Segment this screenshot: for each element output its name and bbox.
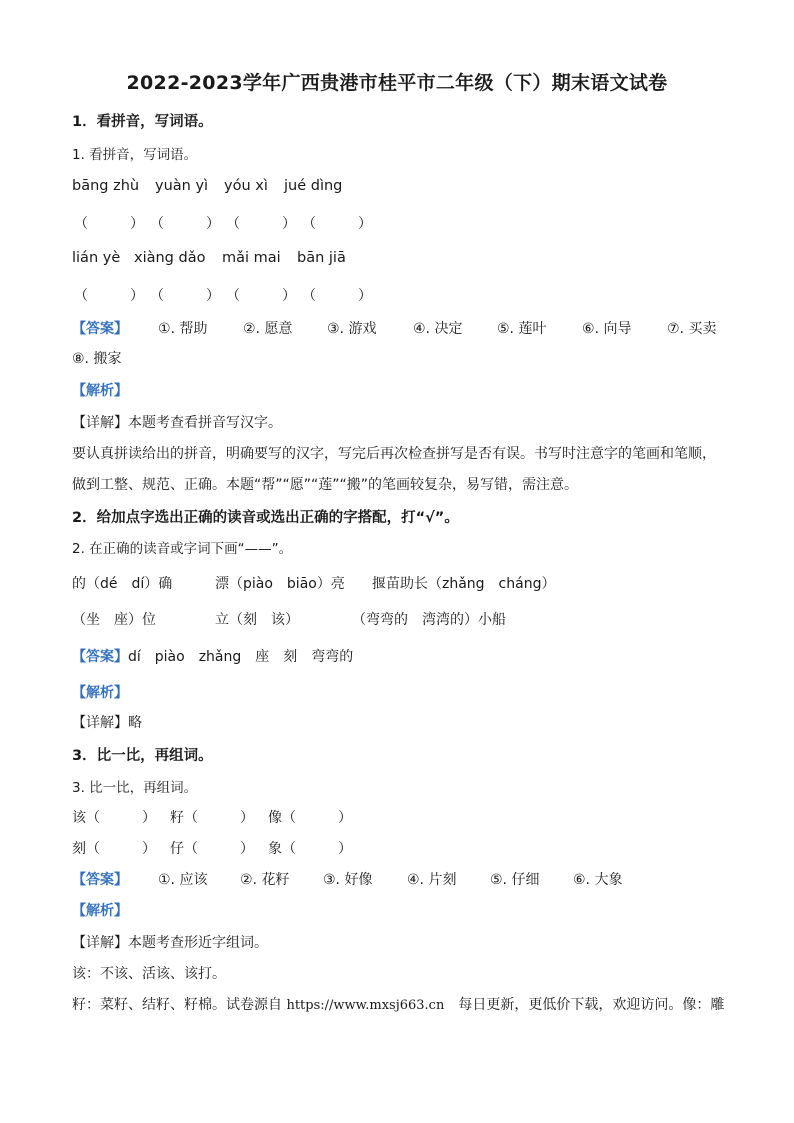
page-title: 2022-2023学年广西贵港市桂平市二年级（下）期末语文试卷 [126,72,668,94]
word-blank: 象（ ） [268,841,352,857]
choice-item: 立（刻 该） [215,612,299,628]
pinyin-item: mǎi mai [222,250,281,266]
answer-blank: （ ） [302,288,372,304]
answer-blank: （ ） [74,216,144,232]
answer-blank: （ ） [302,216,372,232]
answer-item: ⑤. 莲叶 [497,321,547,337]
answer-item: ④. 决定 [413,321,463,337]
pinyin-item: jué dìng [284,178,343,194]
detail-heading: 【详解】略 [72,715,142,731]
choice-item: 漂（piào biāo）亮 [215,576,345,592]
answer-item: ⑥. 向导 [582,321,632,337]
q2-heading: 2．给加点字选出正确的读音或选出正确的字搭配，打“√”。 [72,510,459,526]
word-blank: 刻（ ） [72,841,156,857]
answer-blank: （ ） [150,288,220,304]
choice-item: （弯弯的 湾湾的）小船 [352,612,506,628]
detail-text: 籽：菜籽、结籽、籽棉。试卷源自 [72,997,287,1013]
analysis-tag: 【解析】 [72,903,128,919]
word-blank: 该（ ） [72,810,156,826]
detail-line: 该：不该、活该、该打。 [72,966,226,982]
q1-heading: 1．看拼音，写词语。 [72,114,213,130]
answer-item: ③. 游戏 [327,321,377,337]
q1-subheading: 1. 看拼音，写词语。 [72,147,198,163]
answer-tag: 【答案】 [72,649,128,665]
answer-item: ①. 应该 [158,872,208,888]
answer-blank: （ ） [226,288,296,304]
answer-item: ⑥. 大象 [573,872,623,888]
answer-item: ④. 片刻 [407,872,457,888]
pinyin-item: bāng zhù [72,178,140,194]
answer-tag: 【答案】 [72,872,128,888]
word-blank: 仔（ ） [170,841,254,857]
choice-item: （坐 座）位 [72,612,156,628]
detail-heading: 【详解】本题考查形近字组词。 [72,935,268,951]
answer-blank: （ ） [74,288,144,304]
word-blank: 籽（ ） [170,810,254,826]
pinyin-item: xiàng dǎo [134,250,206,266]
q3-subheading: 3. 比一比，再组词。 [72,780,198,796]
analysis-tag: 【解析】 [72,383,128,399]
pinyin-item: lián yè [72,250,121,266]
pinyin-item: yóu xì [224,178,268,194]
answer-item: ⑧. 搬家 [72,351,122,367]
answer-item: ⑦. 买卖 [667,321,717,337]
answer-item: ①. 帮助 [158,321,208,337]
detail-line-with-source [72,994,724,1014]
answer-blank: （ ） [150,216,220,232]
q3-heading: 3．比一比，再组词。 [72,748,213,764]
answer-item: ②. 愿意 [243,321,293,337]
choice-item: 揠苗助长（zhǎng cháng） [372,576,556,592]
detail-paragraph: 要认真拼读给出的拼音，明确要写的汉字，写完后再次检查拼写是否有误。书写时注意字的笔画和笔顺， [72,446,716,462]
source-url-link[interactable]: https://www.mxsj663.cn [286,998,445,1013]
analysis-tag: 【解析】 [72,685,128,701]
answer-item: ⑤. 仔细 [490,872,540,888]
word-blank: 像（ ） [268,810,352,826]
pinyin-item: yuàn yì [155,178,209,194]
pinyin-item: bān jiā [297,250,346,266]
answer-item: ③. 好像 [323,872,373,888]
detail-heading: 【详解】本题考查看拼音写汉字。 [72,415,282,431]
q2-subheading: 2. 在正确的读音或字词下画“——”。 [72,541,293,557]
answer-item: ②. 花籽 [240,872,290,888]
choice-item: 的（dé dí）确 [72,576,173,592]
answer-text: dí piào zhǎng 座 刻 弯弯的 [128,649,354,665]
answer-tag: 【答案】 [72,321,128,337]
answer-blank: （ ） [226,216,296,232]
detail-paragraph: 做到工整、规范、正确。本题“帮”“愿”“莲”“搬”的笔画较复杂，易写错，需注意。 [72,477,579,493]
detail-text: 每日更新，更低价下载，欢迎访问。像：雕 [444,997,725,1013]
